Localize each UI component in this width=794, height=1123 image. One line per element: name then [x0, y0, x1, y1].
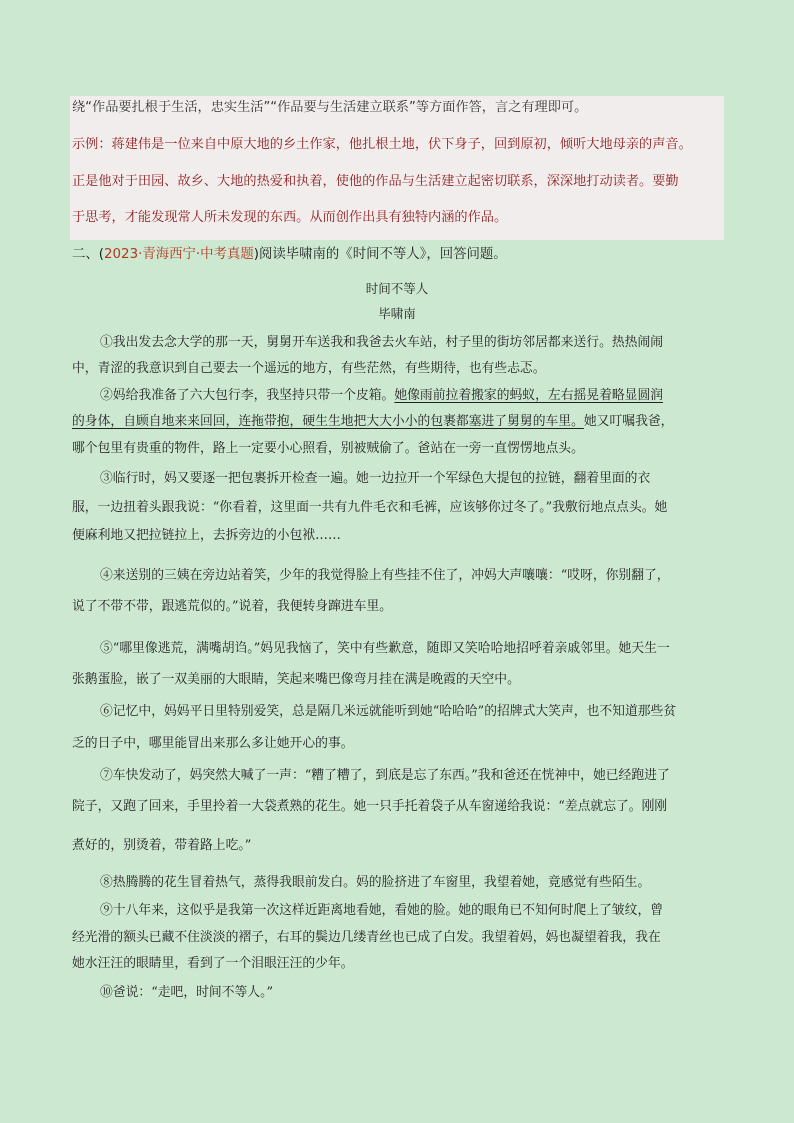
article-line	[72, 387, 724, 405]
article-line: 便麻利地又把拉链拉上，去拆旁边的小包袱……	[72, 528, 341, 543]
question-prefix: 二、(	[72, 247, 105, 262]
article-line: 煮好的，别烫着，带着路上吃。”	[72, 838, 252, 853]
article-line: ①我出发去念大学的那一天，舅舅开车送我和我爸去火车站，村子里的街坊邻居都来送行。热热闹闹	[100, 335, 664, 350]
article-author: 毕啸南	[378, 306, 416, 321]
article-line: 她水汪汪的眼睛里，看到了一个泪眼汪汪的少年。	[72, 956, 354, 971]
underlined-sentence: 的身体，自顾自地来来回回，连拖带抱，硬生生地把大大小小的包裹都塞进了舅舅的车里。	[72, 414, 584, 429]
question-source: 2023·青海西宁·中考真题	[104, 247, 254, 262]
answer-line-2: 示例：蒋建伟是一位来自中原大地的乡土作家，他扎根土地，伏下身子，回到原初，倾听大地母亲的声音。	[72, 137, 692, 152]
article-line: 服，一边扭着头跟我说：“你看着，这里面一共有九件毛衣和毛裤，应该够你过冬了。”我敷衍地点点头。她	[72, 500, 668, 515]
answer-line-4: 于思考，才能发现常人所未发现的东西。从而创作出具有独特内涵的作品。	[72, 210, 508, 225]
question-suffix: )阅读毕啸南的《时间不等人》，回答问题。	[253, 247, 507, 262]
article-line: 经光滑的额头已藏不住淡淡的褶子，右耳的鬓边几缕青丝也已成了白发。我望着妈，妈也凝望着我，我在	[72, 930, 661, 945]
article-title: 时间不等人	[365, 281, 429, 296]
article-line: 乏的日子中，哪里能冒出来那么多让她开心的事。	[72, 736, 354, 751]
article-line: 张鹅蛋脸，嵌了一双美丽的大眼睛，笑起来嘴巴像弯月挂在满是晚霞的天空中。	[72, 672, 520, 687]
article-line: ⑨十八年来，这似乎是我第一次这样近距离地看她，看她的脸。她的眼角已不知何时爬上了皱纹，曾	[100, 903, 664, 918]
article-line: ⑩爸说：“走吧，时间不等人。”	[100, 985, 274, 1000]
article-line-part: 她又叮嘱我爸，	[583, 414, 674, 429]
article-line: ③临行时，妈又要逐一把包裹拆开检查一遍。她一边拉开一个军绿色大提包的拉链，翻着里面的衣	[100, 471, 651, 486]
article-line: 说了不带不带，跟逃荒似的。”说着，我便转身蹿进车里。	[72, 599, 393, 614]
article-line: ⑥记忆中，妈妈平日里特别爱笑，总是隔几米远就能听到她“哈哈哈”的招牌式大笑声，也不知道那些贫	[100, 704, 677, 719]
answer-line-1: 绕“作品要扎根于生活，忠实生活”“作品要与生活建立联系”等方面作答，言之有理即可。	[72, 100, 588, 115]
article-line-part: ②妈给我准备了六大包行李，我坚持只带一个皮箱。	[100, 388, 395, 403]
article-line: ⑦车快发动了，妈突然大喊了一声：“糟了糟了，到底是忘了东西。”我和爸还在恍神中，她已经跑进了	[100, 768, 670, 783]
article-line	[72, 413, 724, 431]
underlined-sentence: 她像雨前拉着搬家的蚂蚁，左右摇晃着略显圆润	[394, 388, 664, 403]
article-line: 哪个包里有贵重的物件，路上一定要小心照看，别被贼偷了。爸站在一旁一直愣愣地点头。	[72, 441, 584, 456]
article-line: 中，青涩的我意识到自己要去一个遥远的地方，有些茫然，有些期待，也有些忐忑。	[72, 361, 546, 376]
article-line: ④来送别的三姨在旁边站着笑，少年的我觉得脸上有些挂不住了，冲妈大声嚷嚷：“哎呀，你别翻了，	[100, 568, 670, 583]
answer-line-3: 正是他对于田园、故乡、大地的热爱和执着，使他的作品与生活建立起密切联系，深深地打动读者。要勤	[72, 174, 679, 189]
article-line: ⑧热腾腾的花生冒着热气，蒸得我眼前发白。妈的脸挤进了车窗里，我望着她，竟感觉有些陌生。	[100, 875, 651, 890]
article-line: ⑤“哪里像逃荒，满嘴胡诌。”妈见我恼了，笑中有些歉意，随即又笑哈哈地招呼着亲戚邻里。她天生一	[100, 641, 670, 656]
article-line: 院子，又跑了回来，手里拎着一大袋煮熟的花生。她一只手托着袋子从车窗递给我说：“差点就忘了。刚刚	[72, 799, 668, 814]
question-title	[72, 246, 507, 264]
